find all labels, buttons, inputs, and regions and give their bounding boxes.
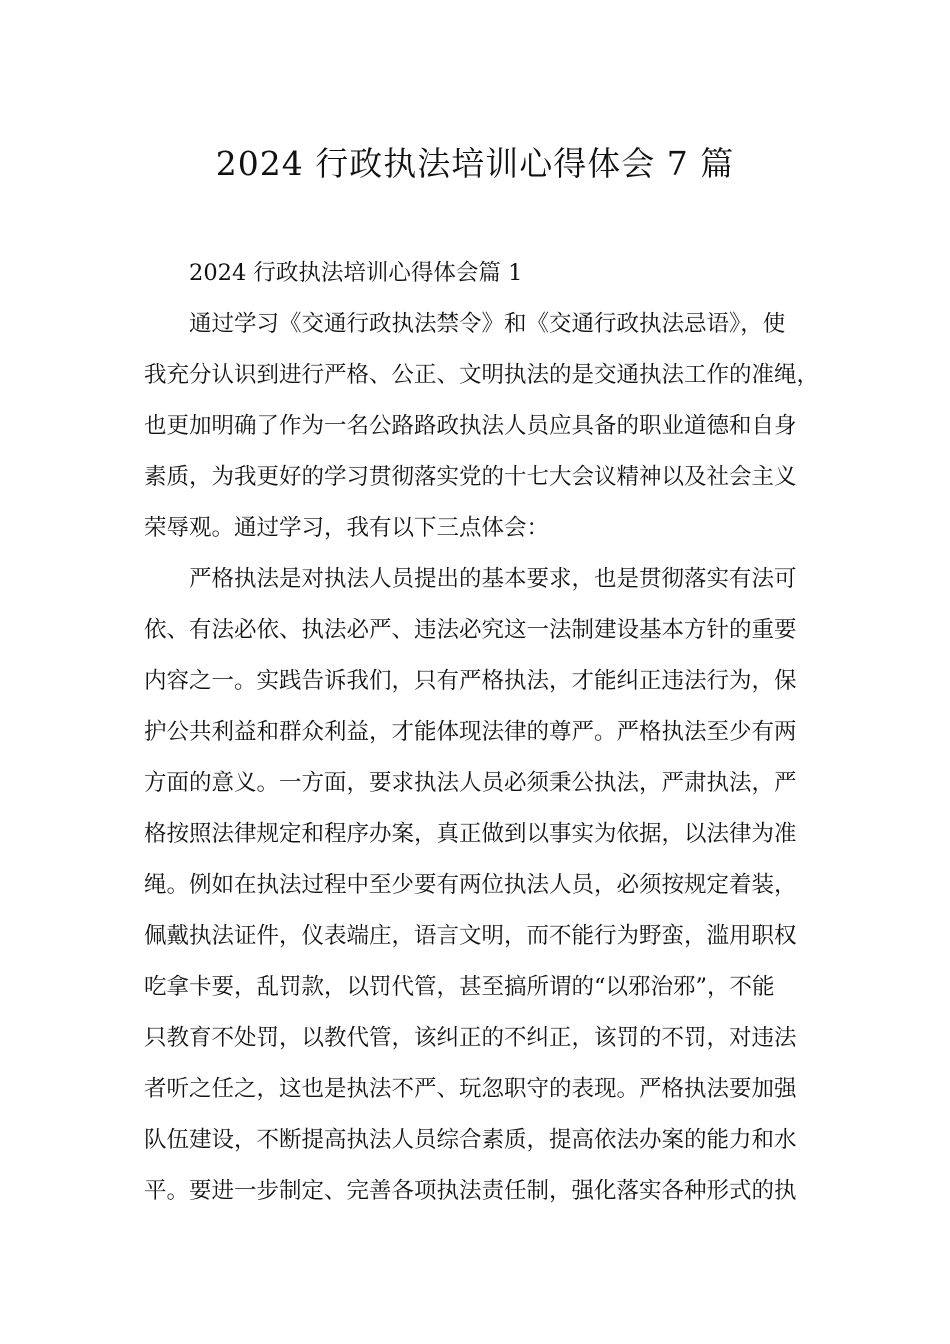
paragraph-line: 护公共利益和群众利益，才能体现法律的尊严。严格执法至少有两 [144, 719, 797, 745]
paragraph-line: 者听之任之，这也是执法不严、玩忽职守的表现。严格执法要加强 [144, 1076, 797, 1102]
section-heading: 2024 行政执法培训心得体会篇 1 [189, 260, 523, 286]
paragraph-line: 内容之一。实践告诉我们，只有严格执法，才能纠正违法行为，保 [144, 668, 797, 694]
paragraph-line: 只教育不处罚，以教代管，该纠正的不纠正，该罚的不罚，对违法 [144, 1025, 797, 1051]
paragraph-1 [144, 307, 820, 562]
paragraph-line: 队伍建设，不断提高执法人员综合素质，提高依法办案的能力和水 [144, 1127, 797, 1153]
paragraph-line: 依、有法必依、执法必严、违法必究这一法制建设基本方针的重要 [144, 617, 797, 643]
paragraph-line: 严格执法是对执法人员提出的基本要求，也是贯彻落实有法可 [189, 566, 797, 592]
paragraph-line: 荣辱观。通过学习，我有以下三点体会： [144, 515, 550, 541]
paragraph-line: 吃拿卡要，乱罚款，以罚代管，甚至搞所谓的“以邪治邪”，不能 [144, 974, 775, 1000]
paragraph-line: 我充分认识到进行严格、公正、文明执法的是交通执法工作的准绳， [144, 362, 820, 388]
paragraph-line: 格按照法律规定和程序办案，真正做到以事实为依据，以法律为准 [144, 821, 797, 847]
paragraph-line: 方面的意义。一方面，要求执法人员必须秉公执法，严肃执法，严 [144, 770, 797, 796]
paragraph-line: 素质，为我更好的学习贯彻落实党的十七大会议精神以及社会主义 [144, 464, 797, 490]
document-body [144, 256, 820, 1225]
paragraph-line: 绳。例如在执法过程中至少要有两位执法人员，必须按规定着装， [144, 872, 797, 898]
paragraph-line: 也更加明确了作为一名公路路政执法人员应具备的职业道德和自身 [144, 413, 797, 439]
paragraph-line: 通过学习《交通行政执法禁令》和《交通行政执法忌语》，使 [189, 311, 786, 337]
document-title: 2024 行政执法培训心得体会 7 篇 [215, 144, 735, 183]
paragraph-2 [144, 562, 808, 1225]
paragraph-line: 佩戴执法证件，仪表端庄，语言文明，而不能行为野蛮，滥用职权 [144, 923, 797, 949]
paragraph-line: 平。要进一步制定、完善各项执法责任制，强化落实各种形式的执 [144, 1178, 797, 1204]
